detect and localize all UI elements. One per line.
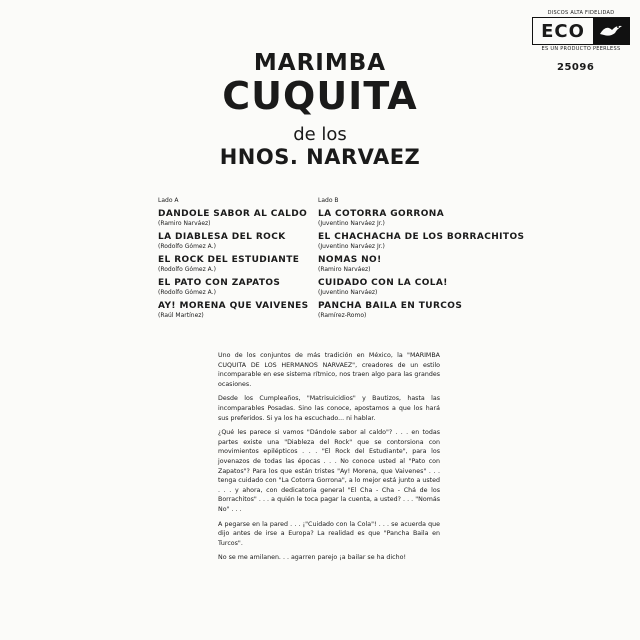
track-author: (Ramiro Narváez) bbox=[158, 220, 211, 227]
track-title: PANCHA BAILA EN TURCOS bbox=[318, 301, 463, 311]
track-title: NOMAS NO! bbox=[318, 255, 382, 265]
logo-badge bbox=[532, 17, 630, 45]
track-title: EL PATO CON ZAPATOS bbox=[158, 278, 281, 288]
track-title: AY! MORENA QUE VAIVENES bbox=[158, 301, 309, 311]
title-line-2: CUQUITA bbox=[222, 74, 418, 118]
catalog-number: 25096 bbox=[557, 62, 595, 73]
title-line-3: de los bbox=[293, 124, 347, 145]
track-item bbox=[318, 255, 478, 274]
track-item bbox=[318, 209, 478, 228]
track-item bbox=[318, 232, 525, 251]
track-title: LA DIABLESA DEL ROCK bbox=[158, 232, 286, 242]
track-title: CUIDADO CON LA COLA! bbox=[318, 278, 448, 288]
logo-brand: ECO bbox=[541, 20, 585, 42]
title-line-4: HNOS. NARVAEZ bbox=[219, 145, 421, 169]
track-title: EL ROCK DEL ESTUDIANTE bbox=[158, 255, 300, 265]
side-a-label: Lado A bbox=[158, 197, 179, 204]
track-item bbox=[318, 278, 478, 297]
track-author: (Rodolfo Gómez A.) bbox=[158, 289, 216, 296]
side-b-label: Lado B bbox=[318, 197, 339, 204]
track-author: (Rodolfo Gómez A.) bbox=[158, 266, 216, 273]
track-item bbox=[158, 232, 328, 251]
track-author: (Juventino Narváez Jr.) bbox=[318, 220, 385, 227]
track-item bbox=[158, 255, 328, 274]
track-title: LA COTORRA GORRONA bbox=[318, 209, 445, 219]
track-author: (Raúl Martínez) bbox=[158, 312, 204, 319]
track-author: (Ramiro Narváez) bbox=[318, 266, 371, 273]
logo-top-text: DISCOS ALTA FIDELIDAD bbox=[547, 10, 615, 16]
track-author: (Ramírez-Romo) bbox=[318, 312, 367, 319]
logo-bottom-text: ES UN PRODUCTO PEERLESS bbox=[541, 46, 621, 52]
title-line-1: MARIMBA bbox=[253, 50, 387, 76]
eco-logo bbox=[532, 10, 630, 53]
track-title: EL CHACHACHA DE LOS BORRACHITOS bbox=[318, 232, 525, 242]
notes-paragraph: A pegarse en la pared . . . ¡"Cuidado con la Cola"! . . . se acuerda que dijo antes de irse a Europa? La realidad es que "Pancha Baila en Turcos". bbox=[218, 520, 440, 547]
notes-paragraph: ¿Qué les parece si vamos "Dándole sabor al caldo"? . . . en todas partes existe una "Diableza del Rock" que se contorsiona con movimientos epilépticos . . . "El Rock del Estudiante", para los jovenazos de todas las épocas . . . No conoce usted al "Pato con Zapatos"? Para los que están tristes "Ay! Morena, que Vaivenes" . . . tenga cuidado con "La Cotorra Gorrona", a lo mejor está junto a usted . . . y ahora, con dedicatoria general "El Cha - Cha - Chá de los Borrachitos" . . . a quién le toca pagar la cuenta, a usted? . . . "Nomás No" . . . bbox=[218, 429, 440, 513]
track-title: DANDOLE SABOR AL CALDO bbox=[158, 209, 308, 219]
side-a-tracklist bbox=[158, 197, 328, 324]
notes-paragraph: Uno de los conjuntos de más tradición en México, la "MARIMBA CUQUITA DE LOS HERMANOS NARVAEZ", creadores de un estilo incomparable en ese sistema rítmico, nos traen algo para las grandes ocasiones. bbox=[218, 352, 440, 388]
track-item bbox=[158, 301, 328, 320]
notes-paragraph: No se me amilanen. . . agarren parejo ¡a bailar se ha dicho! bbox=[218, 554, 407, 562]
track-item bbox=[318, 301, 478, 320]
track-author: (Rodolfo Gómez A.) bbox=[158, 243, 216, 250]
track-author: (Juventino Narváez Jr.) bbox=[318, 243, 385, 250]
notes-paragraph: Desde los Cumpleaños, "Matrisuicidios" y Bautizos, hasta las incomparables Posadas. Sino las conoce, apostamos a que los hará sus preferidos. Si ya los ha escuchado... ni hablar. bbox=[218, 395, 440, 422]
bird-icon bbox=[593, 18, 629, 44]
liner-notes bbox=[218, 351, 440, 568]
track-item bbox=[158, 278, 328, 297]
side-b-tracklist bbox=[318, 197, 525, 324]
track-item bbox=[158, 209, 328, 228]
track-author: (Juventino Narváez) bbox=[318, 289, 378, 296]
